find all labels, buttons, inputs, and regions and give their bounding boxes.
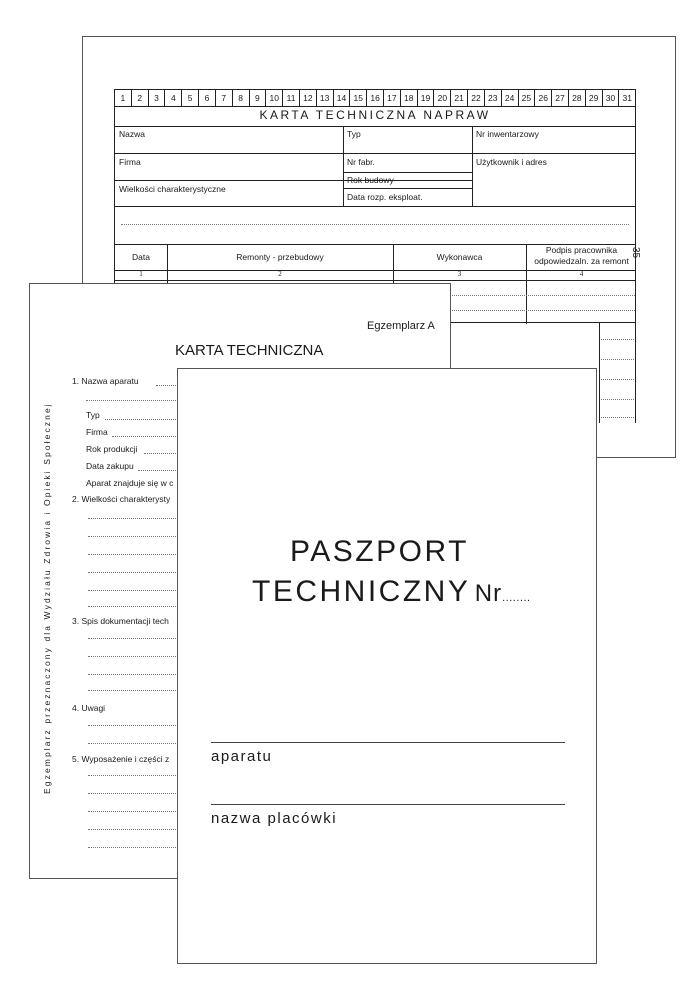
column-number-cell: 13	[317, 90, 334, 106]
dotted-line	[599, 417, 636, 418]
column-number-cell: 8	[233, 90, 250, 106]
field-uzytkownik: Użytkownik i adres	[476, 157, 547, 167]
column-number-row	[115, 90, 635, 107]
item-rok-produkcji: Rok produkcji	[86, 444, 138, 454]
dotted-line	[86, 400, 176, 401]
copy-label: Egzemplarz A	[367, 320, 435, 332]
dotted-line	[599, 339, 636, 340]
dotted-line	[88, 690, 176, 691]
column-number-cell: 31	[622, 93, 633, 103]
col-header-remonty: Remonty - przebudowy	[236, 252, 324, 262]
column-number-cell: 30	[603, 90, 620, 106]
cover-field-placowki: nazwa placówki	[211, 810, 338, 827]
column-divider	[343, 126, 344, 206]
column-divider	[599, 323, 600, 423]
column-number-cell: 14	[334, 90, 351, 106]
col-header-wykonawca: Wykonawca	[436, 252, 483, 262]
cover-title-line1: PASZPORT	[290, 535, 469, 568]
dotted-line	[88, 572, 176, 573]
field-data-rozp: Data rozp. eksploat.	[347, 192, 423, 202]
dotted-line	[88, 775, 176, 776]
dotted-line	[88, 518, 176, 519]
column-number-cell: 3	[149, 90, 166, 106]
item-data-zakupu: Data zakupu	[86, 461, 134, 471]
dotted-line	[88, 606, 176, 607]
col-number: 1	[139, 270, 143, 278]
column-divider	[635, 323, 636, 423]
col-number: 3	[457, 270, 462, 278]
column-number-cell: 28	[569, 90, 586, 106]
column-number-cell: 2	[132, 90, 149, 106]
column-number-cell: 18	[401, 90, 418, 106]
dotted-line	[88, 811, 176, 812]
column-number-cell: 20	[434, 90, 451, 106]
dotted-line	[88, 725, 176, 726]
cover-title-line2: TECHNICZNY	[252, 575, 471, 608]
side-text: Egzemplarz przeznaczony dla Wydziału Zdrowia i Opieki Społecznej	[42, 402, 52, 794]
column-number-cell: 1	[115, 90, 132, 106]
col-number: 2	[278, 270, 282, 278]
row-divider	[115, 280, 635, 281]
column-number-cell: 22	[468, 90, 485, 106]
dotted-line	[156, 385, 176, 386]
dotted-line	[599, 399, 636, 400]
page-number: 35	[630, 247, 641, 259]
column-number-cell: 17	[384, 90, 401, 106]
column-number-cell: 24	[502, 90, 519, 106]
col-header-podpis-line2: odpowiedzaln. za remont	[534, 256, 629, 266]
column-number-cell: 10	[266, 90, 283, 106]
column-number-cell: 21	[451, 90, 468, 106]
item-firma: Firma	[86, 427, 108, 437]
field-rok-budowy: Rok budowy	[347, 175, 394, 185]
column-number-cell: 16	[367, 90, 384, 106]
column-number-cell: 7	[216, 90, 233, 106]
karta-napraw-title: KARTA TECHNICZNA NAPRAW	[259, 108, 491, 122]
column-number-cell: 27	[552, 90, 569, 106]
column-number-cell: 6	[199, 90, 216, 106]
column-number-cell: 19	[418, 90, 435, 106]
cover-nr-label: Nr	[474, 580, 503, 607]
karta-techniczna-title: KARTA TECHNICZNA	[175, 342, 324, 359]
column-number-cell: 9	[250, 90, 267, 106]
cover-nr-dots: ........	[502, 592, 531, 604]
dotted-line	[88, 554, 176, 555]
field-nr-inwentarzowy: Nr inwentarzowy	[476, 129, 539, 139]
dotted-line	[138, 470, 176, 471]
dotted-line	[105, 419, 176, 420]
item-wyposazenie: 5. Wyposażenie i części z	[72, 754, 170, 764]
dotted-line	[599, 379, 636, 380]
dotted-line	[88, 743, 176, 744]
dotted-line	[88, 793, 176, 794]
item-typ: Typ	[86, 410, 100, 420]
row-divider	[343, 172, 472, 173]
column-number-cell: 12	[300, 90, 317, 106]
column-divider	[472, 126, 473, 206]
field-firma: Firma	[119, 157, 141, 167]
row-divider	[115, 206, 635, 207]
column-number-cell: 26	[535, 90, 552, 106]
column-number-cell: 23	[485, 90, 502, 106]
dotted-line	[88, 656, 176, 657]
apparatus-line	[211, 742, 565, 743]
item-nazwa-aparatu: 1. Nazwa aparatu	[72, 376, 139, 386]
field-typ: Typ	[347, 129, 361, 139]
dotted-line	[88, 674, 176, 675]
dotted-line	[88, 590, 176, 591]
col-header-data: Data	[132, 252, 150, 262]
row-divider	[115, 153, 635, 154]
column-number-cell: 5	[182, 90, 199, 106]
paszport-cover	[177, 368, 597, 964]
item-wielkosci: 2. Wielkości charakterysty	[72, 494, 171, 504]
dotted-line	[88, 638, 176, 639]
col-number: 4	[579, 270, 584, 278]
item-uwagi: 4. Uwagi	[72, 703, 106, 713]
field-wielkosci: Wielkości charakterystyczne	[119, 184, 226, 194]
column-number-cell: 15	[350, 90, 367, 106]
row-divider	[115, 180, 472, 181]
item-spis-dokumentacji: 3. Spis dokumentacji tech	[72, 616, 169, 626]
field-nazwa: Nazwa	[119, 129, 145, 139]
dotted-line	[88, 847, 176, 848]
cover-field-aparatu: aparatu	[211, 748, 273, 765]
col-header-podpis-line1: Podpis pracownika	[545, 245, 618, 255]
row-divider	[343, 188, 472, 189]
dotted-line	[112, 436, 176, 437]
item-aparat-znajduje: Aparat znajduje się w c	[86, 478, 174, 488]
dotted-line	[599, 359, 636, 360]
dotted-line	[88, 829, 176, 830]
column-number-cell: 29	[586, 90, 603, 106]
dotted-line	[88, 536, 176, 537]
column-number-cell: 4	[165, 90, 182, 106]
facility-line	[211, 804, 565, 805]
dotted-line	[144, 453, 176, 454]
column-number-cell: 11	[283, 90, 300, 106]
field-nr-fabr: Nr fabr.	[347, 157, 375, 167]
cover-title-line2-row	[252, 573, 531, 617]
row-divider	[115, 126, 635, 127]
column-number-cell: 25	[519, 90, 536, 106]
dotted-line	[121, 224, 629, 225]
